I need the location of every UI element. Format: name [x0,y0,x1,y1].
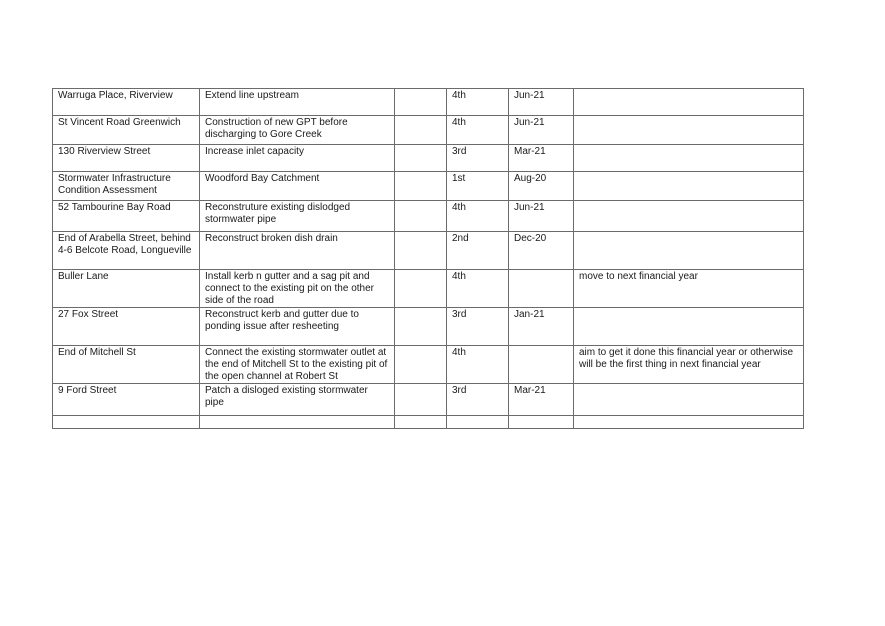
location-cell: Buller Lane [53,270,200,308]
date-cell: Jun-21 [509,116,574,145]
priority-cell: 4th [447,89,509,116]
description-cell: Connect the existing stormwater outlet at the end of Mitchell St to the existing pit of the open channel at Robert St [200,346,395,384]
date-cell: Mar-21 [509,145,574,172]
table-row [53,346,804,384]
location-cell: 130 Riverview Street [53,145,200,172]
table-row [53,172,804,201]
description-cell: Reconstruture existing dislodged stormwater pipe [200,201,395,232]
priority-cell: 1st [447,172,509,201]
location-cell: End of Mitchell St [53,346,200,384]
priority-cell: 4th [447,201,509,232]
date-cell: Jun-21 [509,201,574,232]
date-cell: Mar-21 [509,384,574,416]
table-row-empty [53,416,804,429]
blank-cell [395,201,447,232]
priority-cell: 3rd [447,384,509,416]
stormwater-works-table [52,88,804,429]
priority-cell: 4th [447,116,509,145]
table-row [53,384,804,416]
priority-cell: 3rd [447,145,509,172]
comments-cell [574,308,804,346]
blank-cell [395,172,447,201]
date-cell [509,346,574,384]
comments-cell [574,116,804,145]
location-cell: 27 Fox Street [53,308,200,346]
table-row [53,89,804,116]
location-cell: 9 Ford Street [53,384,200,416]
date-cell [509,270,574,308]
location-cell: St Vincent Road Greenwich [53,116,200,145]
blank-cell [395,416,447,429]
description-cell: Reconstruct broken dish drain [200,232,395,270]
comments-cell [574,416,804,429]
table-row [53,201,804,232]
blank-cell [395,270,447,308]
blank-cell [395,346,447,384]
description-cell: Patch a disloged existing stormwater pipe [200,384,395,416]
priority-cell [447,416,509,429]
description-cell [200,416,395,429]
date-cell: Jan-21 [509,308,574,346]
location-cell: Warruga Place, Riverview [53,89,200,116]
priority-cell: 3rd [447,308,509,346]
priority-cell: 4th [447,346,509,384]
table-row [53,145,804,172]
comments-cell [574,201,804,232]
description-cell: Construction of new GPT before discharging to Gore Creek [200,116,395,145]
blank-cell [395,232,447,270]
blank-cell [395,308,447,346]
comments-cell: move to next financial year [574,270,804,308]
description-cell: Install kerb n gutter and a sag pit and connect to the existing pit on the other side of the road [200,270,395,308]
location-cell: 52 Tambourine Bay Road [53,201,200,232]
table-row [53,232,804,270]
location-cell [53,416,200,429]
table-row [53,116,804,145]
blank-cell [395,384,447,416]
priority-cell: 4th [447,270,509,308]
date-cell: Dec-20 [509,232,574,270]
priority-cell: 2nd [447,232,509,270]
table-row [53,270,804,308]
comments-cell [574,145,804,172]
comments-cell: aim to get it done this financial year or otherwise will be the first thing in next financial year [574,346,804,384]
date-cell: Jun-21 [509,89,574,116]
blank-cell [395,116,447,145]
description-cell: Woodford Bay Catchment [200,172,395,201]
description-cell: Increase inlet capacity [200,145,395,172]
date-cell: Aug-20 [509,172,574,201]
comments-cell [574,384,804,416]
table-row [53,308,804,346]
description-cell: Reconstruct kerb and gutter due to ponding issue after resheeting [200,308,395,346]
location-cell: End of Arabella Street, behind 4-6 Belcote Road, Longueville [53,232,200,270]
comments-cell [574,232,804,270]
blank-cell [395,89,447,116]
blank-cell [395,145,447,172]
description-cell: Extend line upstream [200,89,395,116]
comments-cell [574,89,804,116]
comments-cell [574,172,804,201]
date-cell [509,416,574,429]
location-cell: Stormwater Infrastructure Condition Assessment [53,172,200,201]
